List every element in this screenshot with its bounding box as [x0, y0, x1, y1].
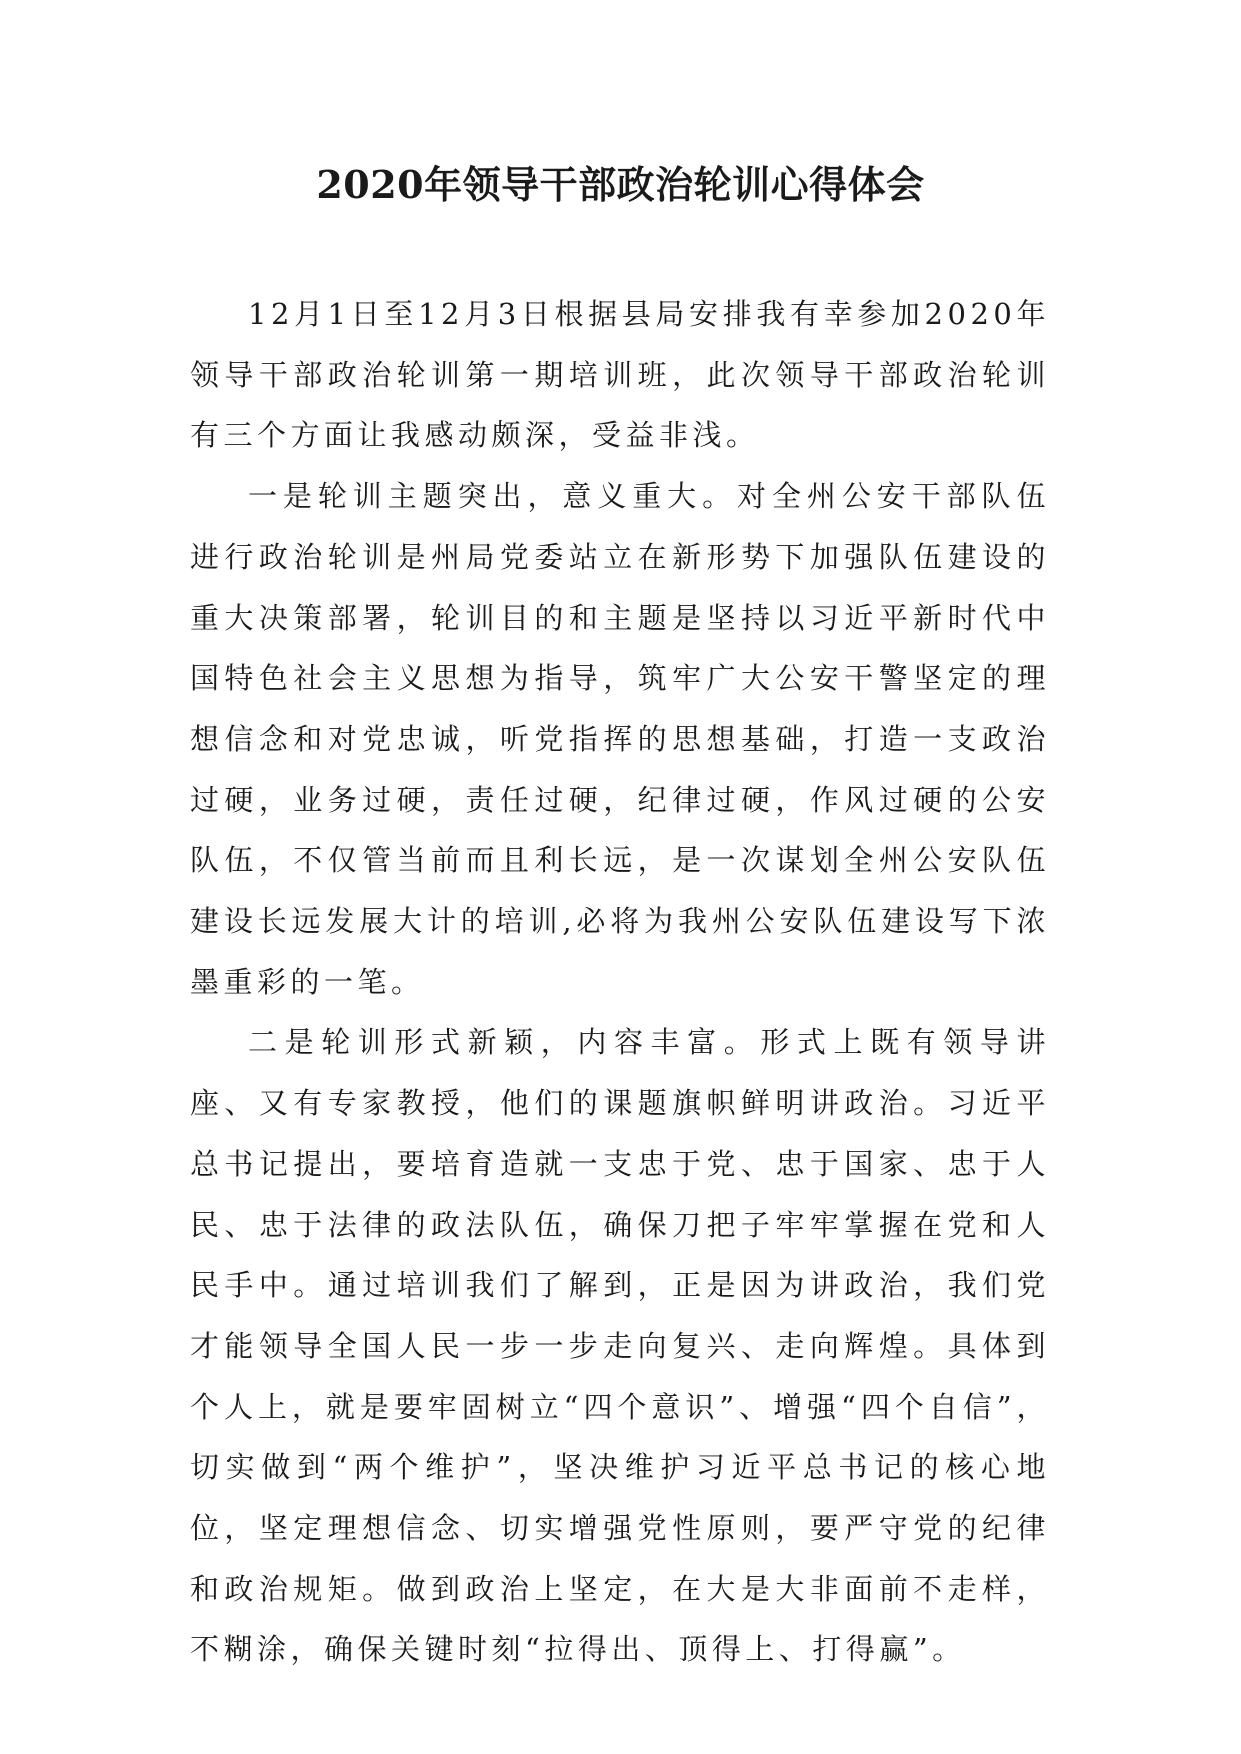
paragraph-point-one: 一是轮训主题突出，意义重大。对全州公安干部队伍进行政治轮训是州局党委站立在新形势下加强队伍建设的重大决策部署，轮训目的和主题是坚持以习近平新时代中国特色社会主义思想为指导，筑牢广大公安干警坚定的理想信念和对党忠诚，听党指挥的思想基础，打造一支政治过硬，业务过硬，责任过硬，纪律过硬，作风过硬的公安队伍，不仅管当前而且利长远，是一次谋划全州公安队伍建设长远发展大计的培训,必将为我州公安队伍建设写下浓墨重彩的一笔。 — [190, 479, 1050, 999]
document-title: 2020年领导干部政治轮训心得体会 — [316, 162, 925, 207]
paragraph-intro: 12月1日至12月3日根据县局安排我有幸参加2020年领导干部政治轮训第一期培训班，此次领导干部政治轮训有三个方面让我感动颇深，受益非浅。 — [190, 297, 1050, 453]
document-body — [190, 284, 1050, 1680]
paragraph-point-two: 二是轮训形式新颖，内容丰富。形式上既有领导讲座、又有专家教授，他们的课题旗帜鲜明讲政治。习近平总书记提出，要培育造就一支忠于党、忠于国家、忠于人民、忠于法律的政法队伍，确保刀把子牢牢掌握在党和人民手中。通过培训我们了解到，正是因为讲政治，我们党才能领导全国人民一步一步走向复兴、走向辉煌。具体到个人上，就是要牢固树立“四个意识”、增强“四个自信”，切实做到“两个维护”，坚决维护习近平总书记的核心地位，坚定理想信念、切实增强党性原则，要严守党的纪律和政治规矩。做到政治上坚定，在大是大非面前不走样，不糊涂，确保关键时刻“拉得出、顶得上、打得赢”。 — [190, 1025, 1050, 1667]
